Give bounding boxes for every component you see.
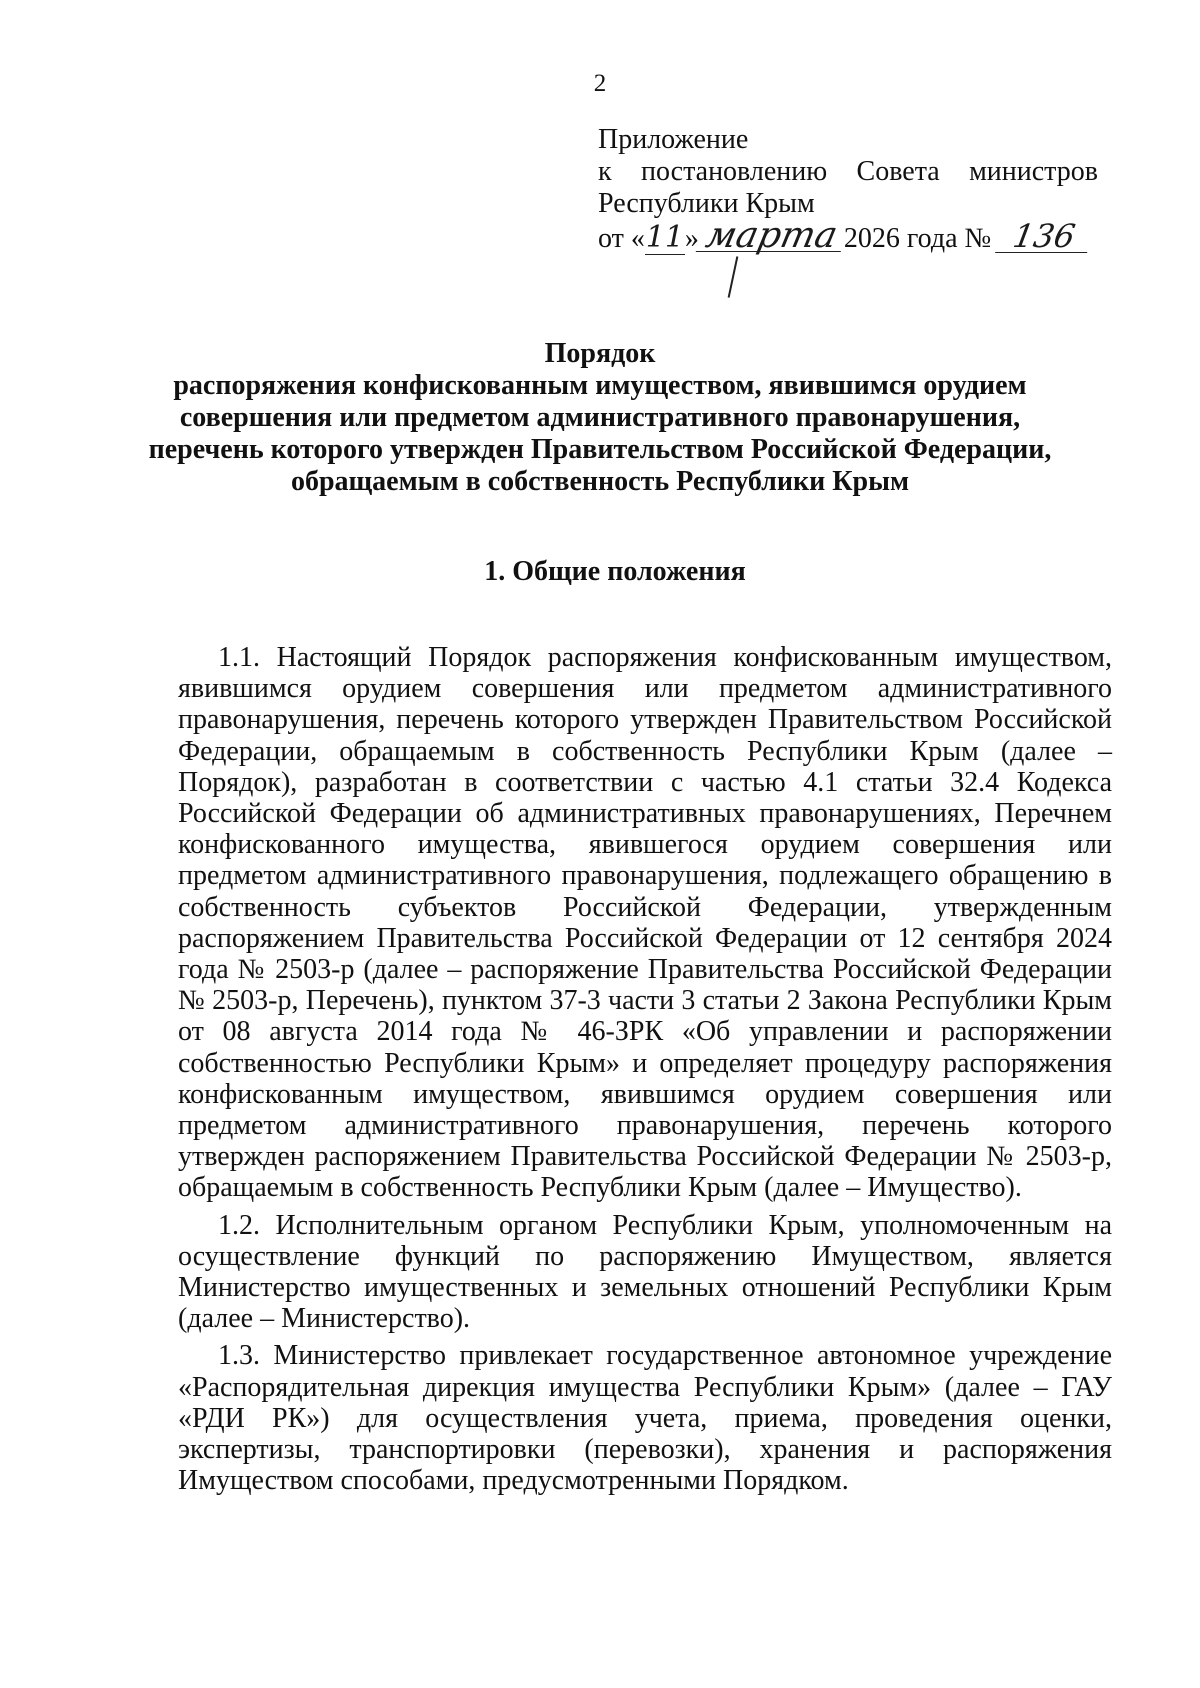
date-mid: » bbox=[684, 223, 699, 254]
title-line: перечень которого утвержден Правительством Российской Федерации, bbox=[148, 434, 1052, 465]
title-line: совершения или предметом административного правонарушения, bbox=[179, 402, 1021, 433]
appendix-word: министров bbox=[969, 156, 1098, 187]
section-heading: 1. Общие положения bbox=[484, 556, 746, 587]
paragraph-1-3: 1.3. Министерство привлекает государственное автономное учреждение «Распорядительная дирекция имущества Республики Крым» (далее – ГАУ «РДИ РК») для осуществления учета, приема, проведения оценки, экспертизы, транспортировки (перевозки), хранения и распоряжения Имуществом способами, предусмотренными Порядком. bbox=[178, 1340, 1112, 1497]
handwritten-month: марта bbox=[696, 221, 848, 252]
paragraph-1-1: 1.1. Настоящий Порядок распоряжения конфискованным имуществом, явившимся орудием совершения или предметом административного правонарушения, перечень которого утвержден Правительством Российской Федерации, обращаемым в собственность Республики Крым (далее – Порядок), разработан в соответствии с частью 4.1 статьи 32.4 Кодекса Российской Федерации об административных правонарушениях, Перечнем конфискованного имущества, явившегося орудием совершения или предметом административного правонарушения, подлежащего обращению в собственность субъектов Российской Федерации, утвержденным распоряжением Правительства Российской Федерации от 12 сентября 2024 года № 2503-р (далее – распоряжение Правительства Российской Федерации № 2503-р, Перечень), пунктом 37-3 части 3 статьи 2 Закона Республики Крым от 08 августа 2014 года № 46-ЗРК «Об управлении и распоряжении собственностью Республики Крым» и определяет процедуру распоряжения конфискованным имуществом, явившимся орудием совершения или предметом административного правонарушения, перечень которого утвержден распоряжением Правительства Российской Федерации № 2503-р, обращаемым в собственность Республики Крым (далее – Имущество). bbox=[178, 642, 1112, 1204]
page-number: 2 bbox=[593, 70, 607, 97]
title-line: обращаемым в собственность Республики Крым bbox=[290, 466, 910, 497]
title-line: распоряжения конфискованным имуществом, явившимся орудием bbox=[173, 370, 1027, 401]
appendix-title: Приложение bbox=[598, 124, 749, 155]
appendix-republic: Республики Крым bbox=[598, 188, 815, 219]
appendix-word: постановлению bbox=[640, 156, 828, 187]
document-title bbox=[120, 338, 1080, 498]
appendix-word: Совета bbox=[856, 156, 940, 187]
handwriting-stroke bbox=[728, 256, 738, 297]
date-year-text: 2026 года № bbox=[843, 223, 992, 254]
title-heading: Порядок bbox=[544, 338, 656, 369]
paragraph-1-2: 1.2. Исполнительным органом Республики Крым, уполномоченным на осуществление функций по распоряжению Имуществом, является Министерство имущественных и земельных отношений Республики Крым (далее – Министерство). bbox=[178, 1209, 1112, 1335]
appendix-date-line bbox=[598, 215, 1098, 256]
appendix-resolution-line bbox=[598, 156, 1098, 188]
section-body bbox=[178, 642, 1112, 1502]
date-prefix: от « bbox=[598, 223, 645, 254]
appendix-block bbox=[598, 124, 1098, 254]
handwritten-doc-number: 136 bbox=[995, 220, 1093, 253]
appendix-word: к bbox=[598, 156, 612, 187]
handwritten-day: 11 bbox=[645, 220, 684, 255]
